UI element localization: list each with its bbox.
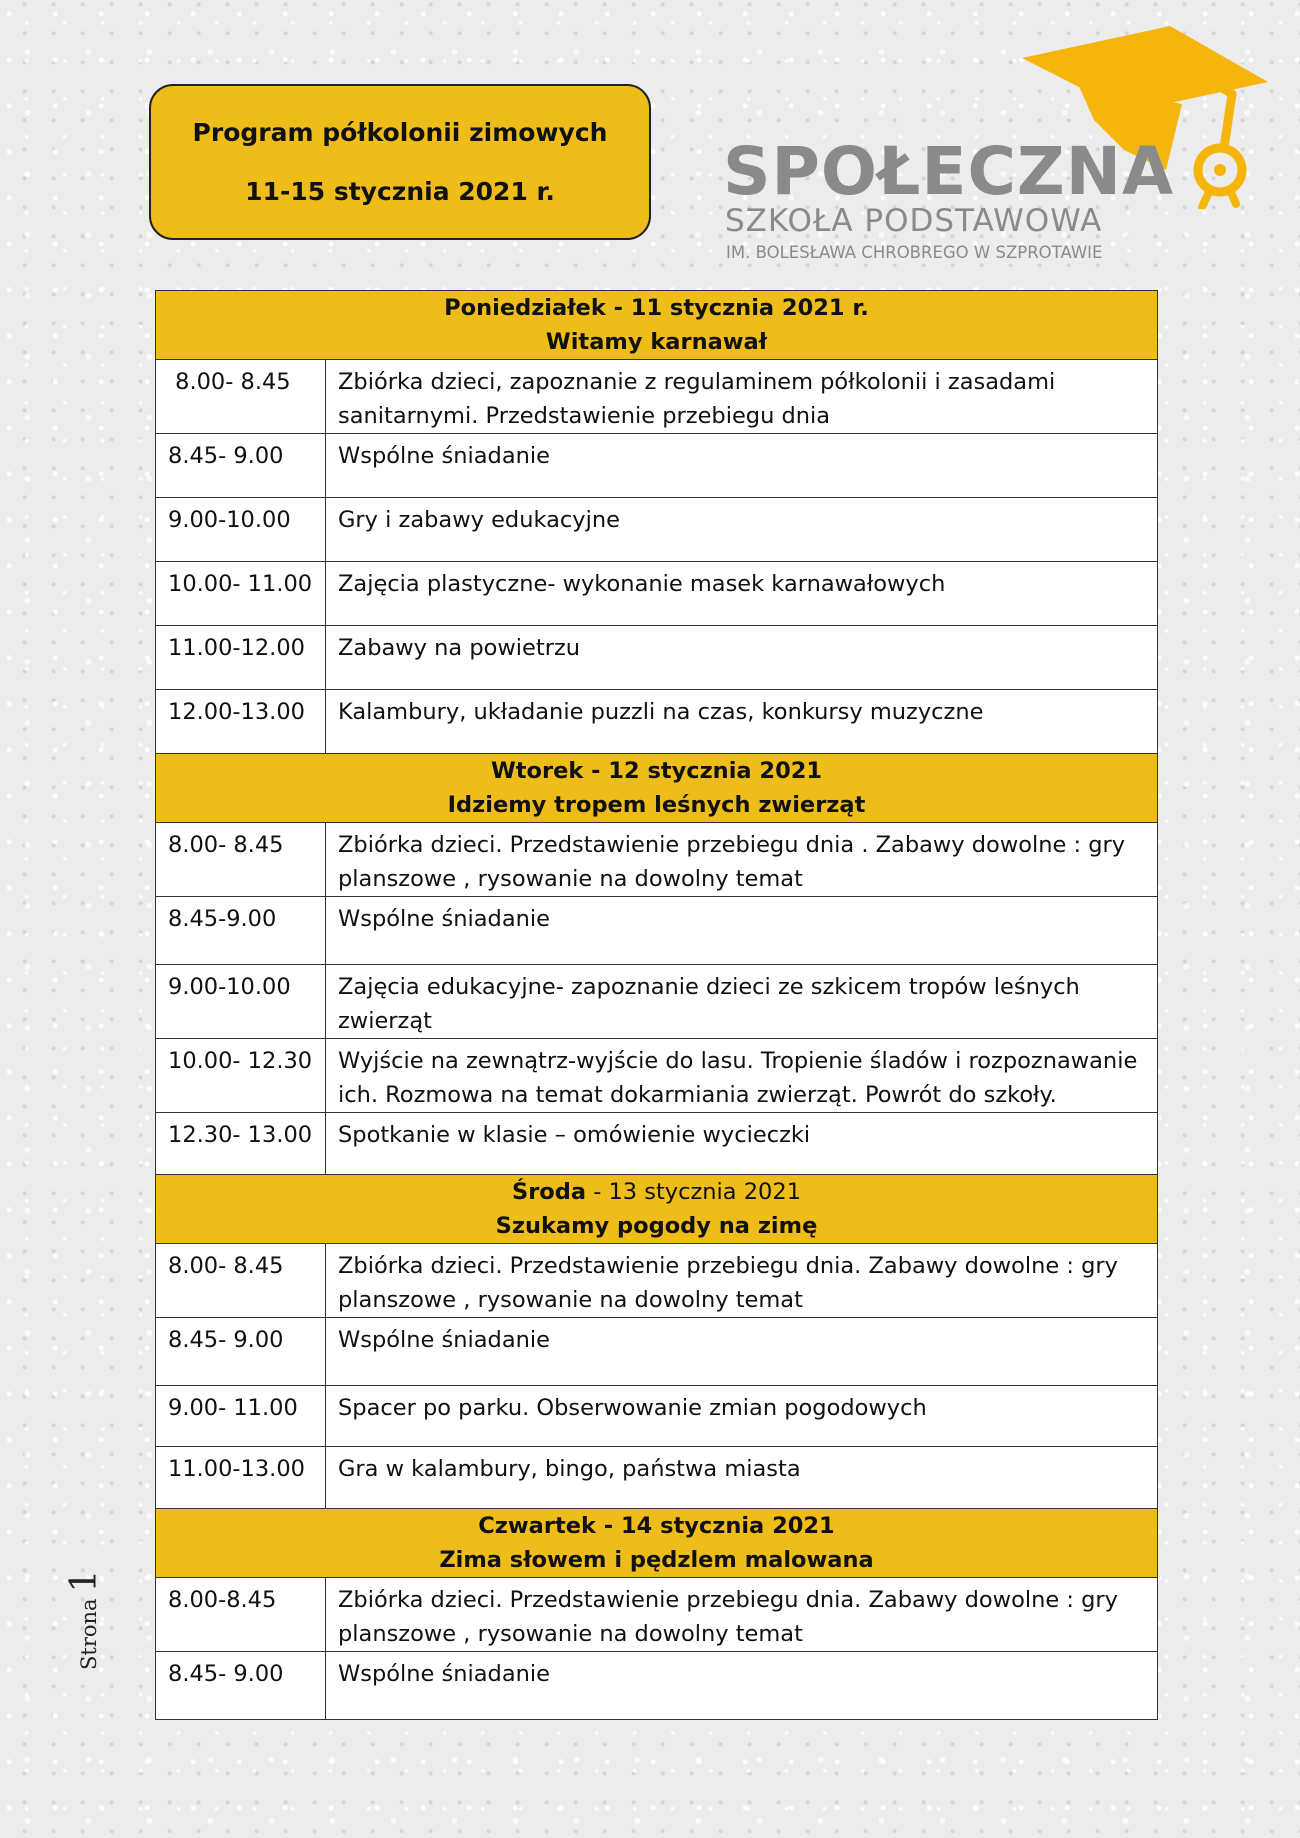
time-cell: 8.45- 9.00 [156, 1652, 326, 1720]
activity-cell: Wspólne śniadanie [326, 897, 1158, 965]
activity-cell: Kalambury, układanie puzzli na czas, konkursy muzyczne [326, 690, 1158, 754]
table-row [156, 498, 1158, 562]
activity-cell: Zajęcia plastyczne- wykonanie masek karnawałowych [326, 562, 1158, 626]
table-row [156, 1039, 1158, 1113]
logo-main-text: SPOŁECZNA [723, 133, 1175, 210]
table-row [156, 1244, 1158, 1318]
table-row [156, 562, 1158, 626]
time-cell: 8.45-9.00 [156, 897, 326, 965]
day-heading: Poniedziałek - 11 stycznia 2021 r. [444, 295, 869, 321]
time-cell: 12.30- 13.00 [156, 1113, 326, 1175]
program-title: Program półkolonii zimowych [192, 118, 608, 147]
table-row [156, 1318, 1158, 1386]
table-row [156, 1113, 1158, 1175]
page-word: Strona [77, 1598, 101, 1670]
activity-cell: Zbiórka dzieci. Przedstawienie przebiegu dnia. Zabawy dowolne : gry planszowe , rysowanie na dowolny temat [326, 1578, 1158, 1652]
activity-cell: Spotkanie w klasie – omówienie wycieczki [326, 1113, 1158, 1175]
table-row [156, 690, 1158, 754]
table-row [156, 434, 1158, 498]
activity-cell: Wyjście na zewnątrz-wyjście do lasu. Tropienie śladów i rozpoznawanie ich. Rozmowa na temat dokarmiania zwierząt. Powrót do szkoły. [326, 1039, 1158, 1113]
activity-cell: Spacer po parku. Obserwowanie zmian pogodowych [326, 1386, 1158, 1447]
day-header-wednesday [156, 1175, 1158, 1244]
page-number-label [64, 1570, 105, 1670]
table-row [156, 965, 1158, 1039]
program-dates: 11-15 stycznia 2021 r. [245, 177, 555, 206]
time-cell: 9.00-10.00 [156, 498, 326, 562]
activity-cell: Zbiórka dzieci, zapoznanie z regulaminem półkolonii i zasadami sanitarnymi. Przedstawienie przebiegu dnia [326, 360, 1158, 434]
table-row [156, 1447, 1158, 1509]
time-cell: 8.00- 8.45 [156, 823, 326, 897]
activity-cell: Zabawy na powietrzu [326, 626, 1158, 690]
time-cell: 10.00- 11.00 [156, 562, 326, 626]
page-number: 1 [64, 1569, 105, 1593]
time-cell: 8.00- 8.45 [156, 360, 326, 434]
day-theme: Idziemy tropem leśnych zwierząt [447, 792, 866, 818]
day-header-tuesday [156, 754, 1158, 823]
day-theme: Witamy karnawał [545, 329, 768, 355]
time-cell: 12.00-13.00 [156, 690, 326, 754]
activity-cell: Wspólne śniadanie [326, 434, 1158, 498]
logo-small-text: IM. BOLESŁAWA CHROBREGO W SZPROTAWIE [726, 243, 1103, 262]
activity-cell: Gry i zabawy edukacyjne [326, 498, 1158, 562]
table-row [156, 897, 1158, 965]
day-heading: Wtorek - 12 stycznia 2021 [490, 758, 823, 784]
time-cell: 10.00- 12.30 [156, 1039, 326, 1113]
time-cell: 8.00-8.45 [156, 1578, 326, 1652]
time-cell: 9.00-10.00 [156, 965, 326, 1039]
time-cell: 11.00-13.00 [156, 1447, 326, 1509]
day-heading: Czwartek - 14 stycznia 2021 [478, 1513, 835, 1539]
day-theme: Zima słowem i pędzlem malowana [439, 1547, 874, 1573]
table-row [156, 1652, 1158, 1720]
table-row [156, 626, 1158, 690]
time-cell: 8.00- 8.45 [156, 1244, 326, 1318]
day-heading-date: - 13 stycznia 2021 [586, 1179, 802, 1205]
time-cell: 9.00- 11.00 [156, 1386, 326, 1447]
time-cell: 11.00-12.00 [156, 626, 326, 690]
day-heading-name: Środa [511, 1179, 587, 1205]
activity-cell: Zbiórka dzieci. Przedstawienie przebiegu dnia . Zabawy dowolne : gry planszowe , rysowanie na dowolny temat [326, 823, 1158, 897]
time-cell: 8.45- 9.00 [156, 434, 326, 498]
activity-cell: Zajęcia edukacyjne- zapoznanie dzieci ze szkicem tropów leśnych zwierząt [326, 965, 1158, 1039]
table-row [156, 823, 1158, 897]
schedule-table [155, 290, 1158, 1720]
school-logo [720, 24, 1270, 274]
activity-cell: Gra w kalambury, bingo, państwa miasta [326, 1447, 1158, 1509]
logo-sub-text: SZKOŁA PODSTAWOWA [725, 203, 1103, 239]
time-cell: 8.45- 9.00 [156, 1318, 326, 1386]
day-header-thursday [156, 1509, 1158, 1578]
activity-cell: Zbiórka dzieci. Przedstawienie przebiegu dnia. Zabawy dowolne : gry planszowe , rysowanie na dowolny temat [326, 1244, 1158, 1318]
activity-cell: Wspólne śniadanie [326, 1318, 1158, 1386]
table-row [156, 1578, 1158, 1652]
day-theme: Szukamy pogody na zimę [495, 1213, 818, 1239]
day-header-monday [156, 291, 1158, 360]
program-title-box [149, 84, 651, 240]
table-row [156, 360, 1158, 434]
activity-cell: Wspólne śniadanie [326, 1652, 1158, 1720]
table-row [156, 1386, 1158, 1447]
